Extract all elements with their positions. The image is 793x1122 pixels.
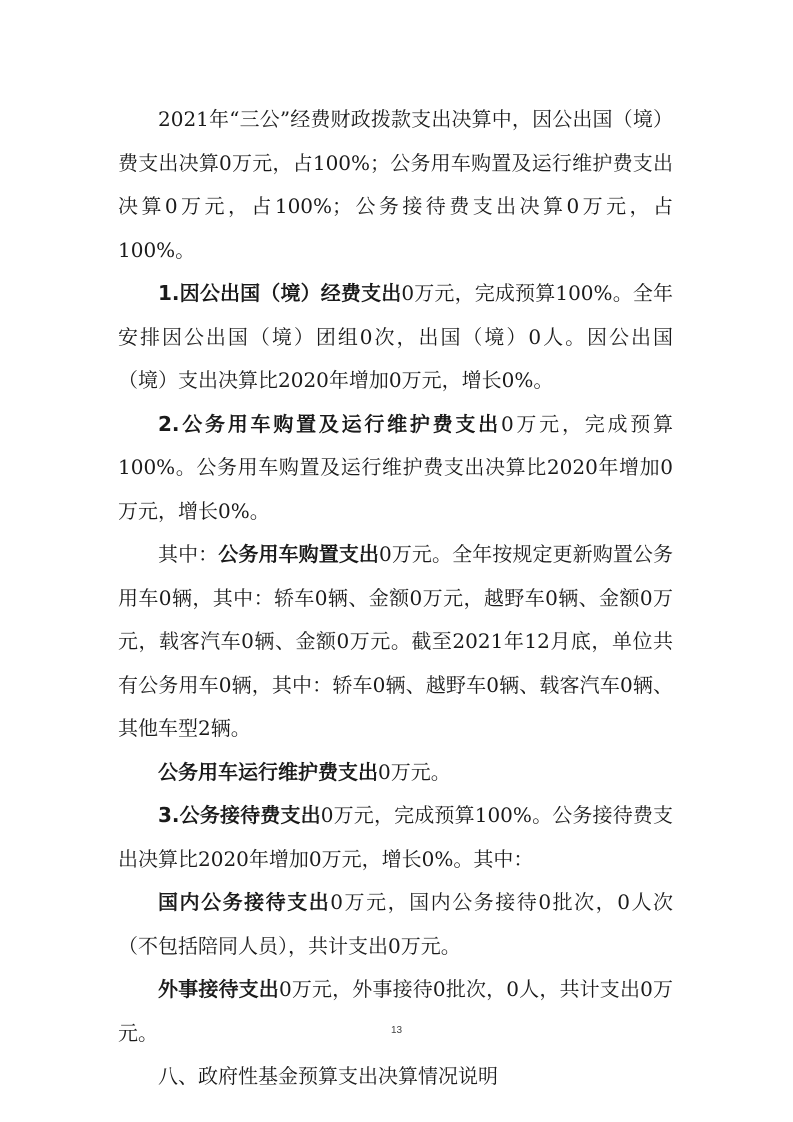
paragraph-reception bbox=[118, 794, 673, 881]
vehicle-purchase-body: 0万元。全年按规定更新购置公务用车0辆，其中：轿车0辆、金额0万元，越野车0辆、金额0万元，载客汽车0辆、金额0万元。截至2021年12月底，单位共有公务用车0辆，其中：轿车0辆、越野车0辆、载客汽车0辆、其他车型2辆。 bbox=[118, 542, 674, 740]
reception-title: 3.公务接待费支出 bbox=[158, 803, 321, 827]
overseas-title: 1.因公出国（境）经费支出 bbox=[158, 281, 402, 305]
reception-body: 0万元，完成预算100%。公务接待费支出决算比2020年增加0万元，增长0%。其中： bbox=[118, 803, 674, 871]
paragraph-domestic-reception bbox=[118, 881, 673, 968]
summary-text: 2021年“三公”经费财政拨款支出决算中，因公出国（境）费支出决算0万元，占100%；公务用车购置及运行维护费支出决算0万元，占100%；公务接待费支出决算0万元，占100%。 bbox=[118, 107, 673, 262]
paragraph-vehicle-operation bbox=[118, 751, 673, 795]
vehicle-operation-body: 0万元。 bbox=[378, 759, 451, 784]
domestic-reception-title: 国内公务接待支出 bbox=[158, 890, 331, 914]
paragraph-summary bbox=[118, 98, 673, 272]
vehicle-purchase-prefix: 其中： bbox=[158, 542, 219, 566]
overseas-body: 0万元，完成预算100%。全年安排因公出国（境）团组0次，出国（境）0人。因公出国（境）支出决算比2020年增加0万元，增长0%。 bbox=[118, 281, 674, 392]
vehicle-operation-title: 公务用车运行维护费支出 bbox=[158, 759, 378, 784]
vehicles-body: 0万元，完成预算100%。公务用车购置及运行维护费支出决算比2020年增加0万元，增长0%。 bbox=[118, 411, 673, 523]
paragraph-vehicles bbox=[118, 403, 673, 534]
foreign-reception-title: 外事接待支出 bbox=[158, 977, 279, 1001]
paragraph-overseas bbox=[118, 272, 673, 403]
foreign-reception-body: 0万元，外事接待0批次，0人，共计支出0万元。 bbox=[118, 977, 674, 1045]
section-heading: 八、政府性基金预算支出决算情况说明 bbox=[158, 1064, 498, 1088]
page-number: 13 bbox=[390, 1025, 403, 1036]
vehicle-purchase-title: 公务用车购置支出 bbox=[218, 542, 380, 566]
domestic-reception-body: 0万元，国内公务接待0批次，0人次（不包括陪同人员），共计支出0万元。 bbox=[118, 890, 673, 958]
paragraph-foreign-reception bbox=[118, 968, 673, 1055]
vehicles-title: 2.公务用车购置及运行维护费支出 bbox=[158, 411, 501, 436]
paragraph-vehicle-purchase bbox=[118, 533, 673, 751]
body-text bbox=[118, 98, 673, 1099]
